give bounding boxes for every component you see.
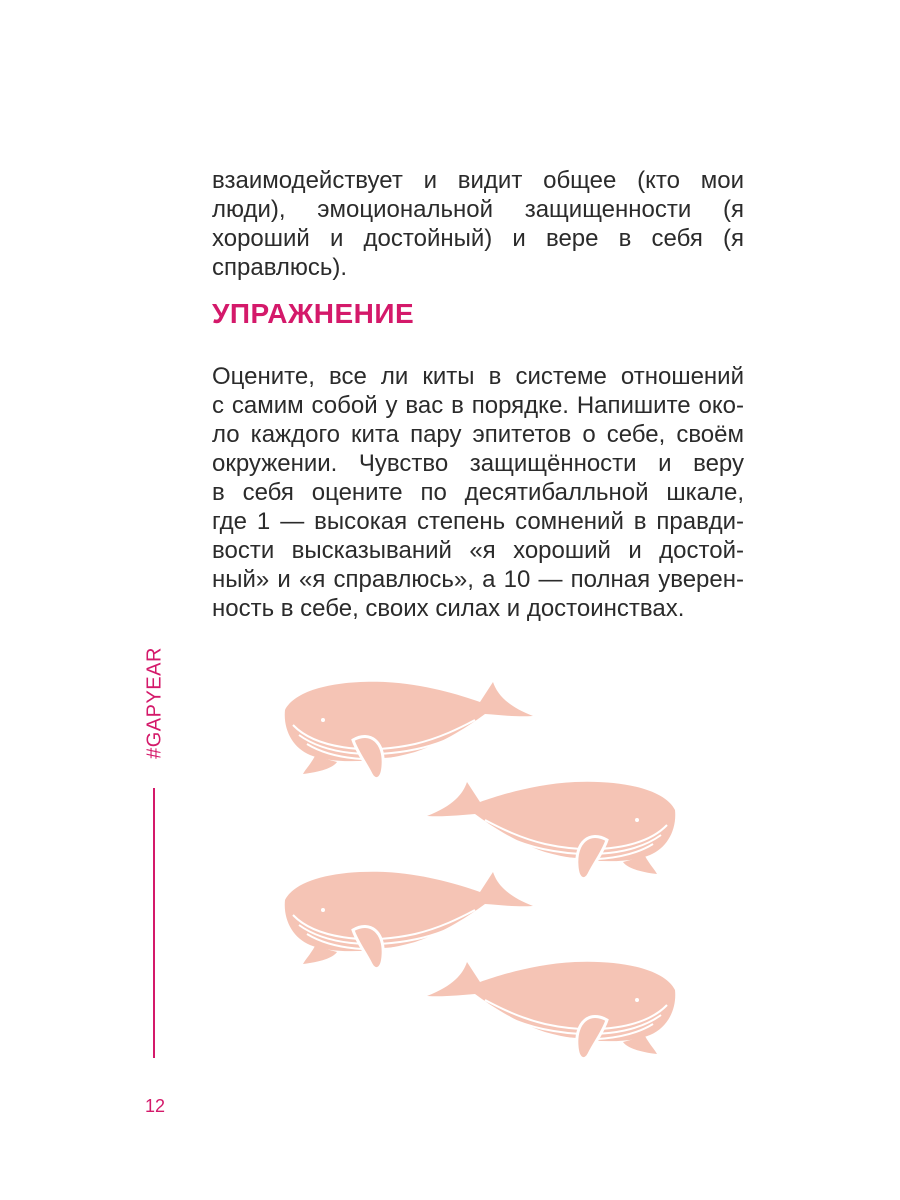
- text-line: ность в себе, своих силах и достоинствах.: [212, 595, 685, 622]
- whale-icon: [427, 962, 675, 1059]
- text-line: люди), эмоциональной защищенности (я: [212, 196, 744, 223]
- text-line: Оцените, все ли киты в системе отношений: [212, 363, 744, 390]
- gapyear-tag-text: #GAPYEAR: [143, 647, 166, 759]
- whale-icon: [285, 872, 533, 969]
- section-heading: УПРАЖНЕНИЕ: [212, 298, 415, 329]
- text-line: взаимодействует и видит общее (кто мои: [212, 167, 744, 194]
- text-line: где 1 — высокая степень сомнений в правди-: [212, 508, 744, 535]
- text-line: вости высказываний «я хороший и достой-: [212, 537, 744, 564]
- text-line: в себя оцените по десятибалльной шкале,: [212, 479, 744, 506]
- text-line: справлюсь).: [212, 254, 348, 281]
- text-line: окружении. Чувство защищённости и веру: [212, 450, 744, 477]
- page-number: 12: [145, 1096, 166, 1116]
- side-divider-line: [153, 788, 155, 1058]
- text-line: с самим собой у вас в порядке. Напишите око-: [212, 392, 744, 419]
- whales-illustration: [270, 670, 690, 1070]
- paragraph-exercise: [212, 362, 744, 623]
- whale-icon: [427, 782, 675, 879]
- paragraph-intro: [212, 166, 744, 282]
- text-line: ло каждого кита пару эпитетов о себе, своём: [212, 421, 744, 448]
- text-line: хороший и достойный) и вере в себя (я: [212, 225, 744, 252]
- whale-icon: [285, 682, 533, 779]
- gapyear-tag: [140, 648, 170, 758]
- text-line: ный» и «я справлюсь», а 10 — полная уверен-: [212, 566, 744, 593]
